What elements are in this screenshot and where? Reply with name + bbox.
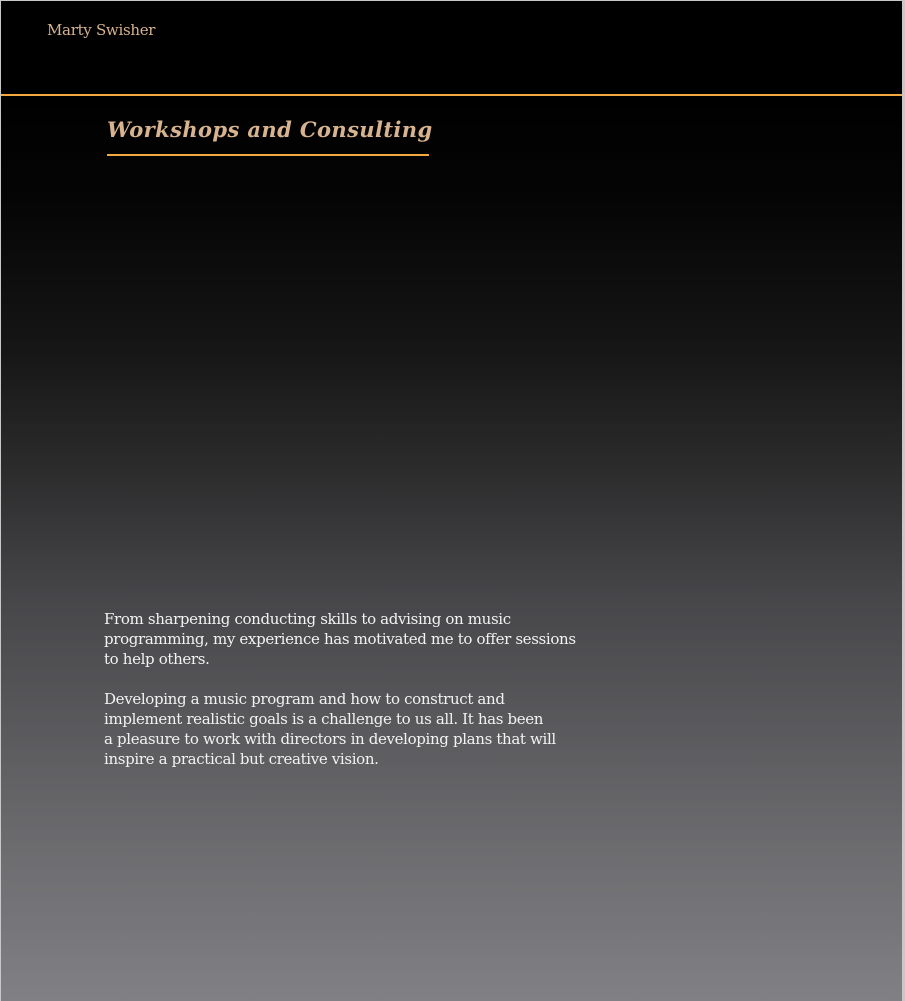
title-underline [107, 154, 429, 156]
page [1, 1, 902, 1001]
text-line: Developing a music program and how to construct and [104, 690, 505, 708]
text-line: From sharpening conducting skills to advising on music [104, 610, 511, 628]
page-title: Workshops and Consulting [107, 117, 433, 142]
text-line: to help others. [104, 650, 210, 668]
site-name-link[interactable]: Marty Swisher [47, 21, 156, 39]
text-line: a pleasure to work with directors in developing plans that will [104, 730, 556, 748]
main-content [104, 609, 624, 789]
text-line: programming, my experience has motivated me to offer sessions [104, 630, 576, 648]
text-line: implement realistic goals is a challenge to us all. It has been [104, 710, 544, 728]
paragraph-program [104, 689, 624, 769]
text-line: inspire a practical but creative vision. [104, 750, 379, 768]
site-header [1, 1, 902, 94]
header-divider [1, 94, 902, 96]
paragraph-intro [104, 609, 624, 669]
